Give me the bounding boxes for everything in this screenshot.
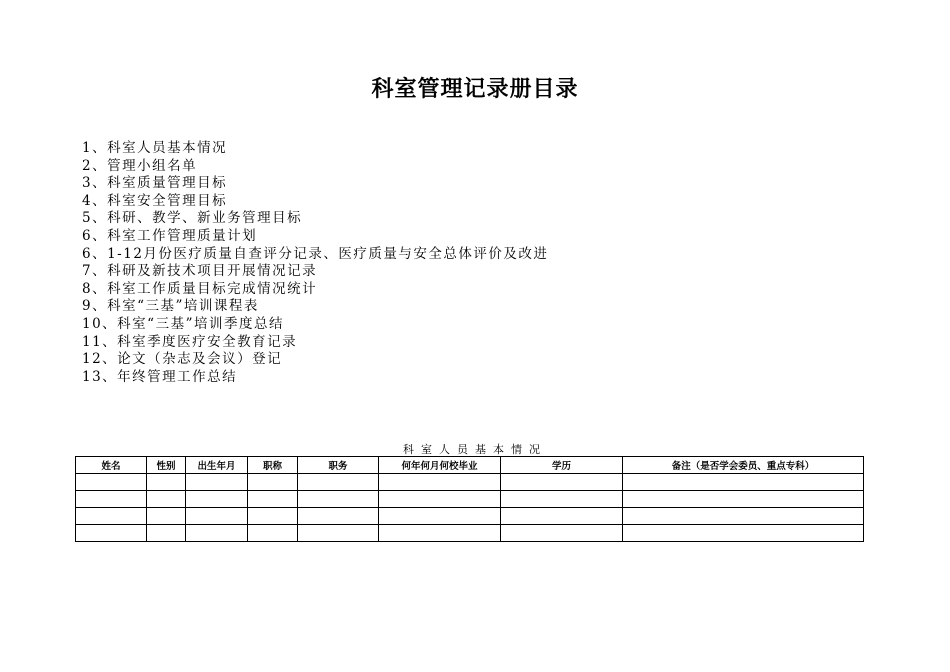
table-cell[interactable] [76,491,147,508]
table-cell[interactable] [248,491,298,508]
table-caption: 科室人员基本情况 [403,443,547,456]
table-cell[interactable] [76,508,147,525]
toc-item: 5、科研、教学、新业务管理目标 [82,210,303,227]
table-cell[interactable] [298,508,379,525]
table-cell[interactable] [147,525,186,542]
table-cell[interactable] [186,474,248,491]
table-cell[interactable] [147,474,186,491]
toc-item: 3、科室质量管理目标 [82,175,228,192]
table-cell[interactable] [623,525,864,542]
toc-item: 9、科室“三基”培训课程表 [82,298,259,315]
table-row [76,491,864,508]
table-cell[interactable] [298,525,379,542]
column-header: 职称 [248,457,298,474]
column-header: 性别 [147,457,186,474]
column-header: 出生年月 [186,457,248,474]
table-cell[interactable] [248,474,298,491]
table-cell[interactable] [186,491,248,508]
table-cell[interactable] [379,508,501,525]
column-header: 姓名 [76,457,147,474]
table-body [76,474,864,542]
table-cell[interactable] [248,525,298,542]
staff-info-table [75,456,864,542]
table-cell[interactable] [501,491,623,508]
table-cell[interactable] [623,508,864,525]
table-header-row [76,457,864,474]
table-cell[interactable] [501,474,623,491]
table-cell[interactable] [186,525,248,542]
toc-item: 4、科室安全管理目标 [82,192,228,209]
toc-item: 1、科室人员基本情况 [82,140,228,156]
toc-item: 7、科研及新技术项目开展情况记录 [82,263,318,280]
toc-item: 13、年终管理工作总结 [82,368,238,385]
table-row [76,525,864,542]
toc-item: 2、管理小组名单 [82,157,198,174]
table-cell[interactable] [147,508,186,525]
table-cell[interactable] [623,491,864,508]
table-row [76,474,864,491]
table-cell[interactable] [76,525,147,542]
table-cell[interactable] [379,525,501,542]
table-cell[interactable] [379,491,501,508]
column-header: 备注（是否学会委员、重点专科） [623,457,864,474]
table-cell[interactable] [501,508,623,525]
table-cell[interactable] [379,474,501,491]
table-cell[interactable] [76,474,147,491]
toc-item: 12、论文（杂志及会议）登记 [82,351,283,368]
page-title: 科室管理记录册目录 [371,77,579,102]
column-header: 学历 [501,457,623,474]
toc-item: 10、科室“三基”培训季度总结 [82,315,284,332]
toc-item: 8、科室工作质量目标完成情况统计 [82,280,318,297]
toc-item: 6、科室工作管理质量计划 [82,227,258,244]
column-header: 何年何月何校毕业 [379,457,501,474]
table-cell[interactable] [623,474,864,491]
table-cell[interactable] [298,491,379,508]
table-cell[interactable] [186,508,248,525]
table-cell[interactable] [147,491,186,508]
table-cell[interactable] [501,525,623,542]
toc-item: 11、科室季度医疗安全教育记录 [82,333,298,350]
table-cell[interactable] [248,508,298,525]
table-of-contents [82,140,548,386]
table-cell[interactable] [298,474,379,491]
table-row [76,508,864,525]
column-header: 职务 [298,457,379,474]
toc-item: 6、1-12月份医疗质量自查评分记录、医疗质量与安全总体评价及改进 [82,245,549,262]
